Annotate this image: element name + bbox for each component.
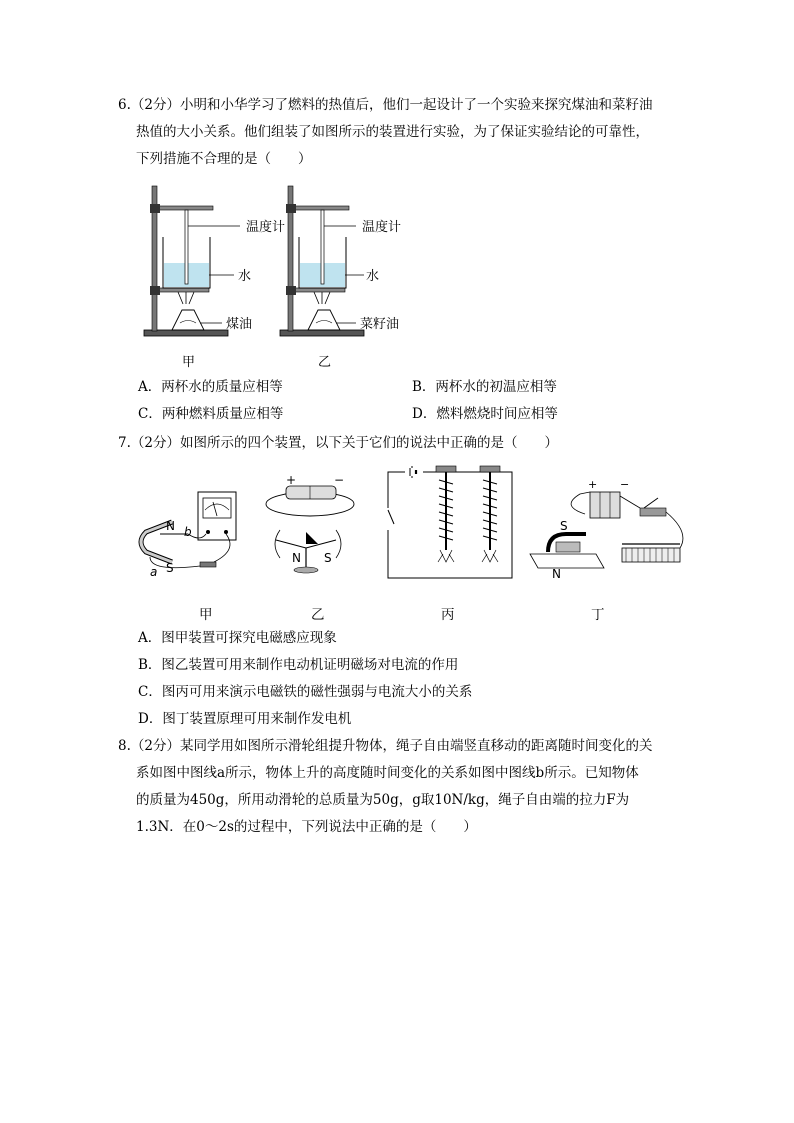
device-ding	[530, 478, 683, 581]
q6-option-b[interactable]: B．两杯水的初温应相等	[412, 379, 557, 395]
q8-line-1: 8.（2分）某同学用如图所示滑轮组提升物体，绳子自由端竖直移动的距离随时间变化的关	[118, 738, 653, 754]
q7-line-1: 7.（2分）如图所示的四个装置，以下关于它们的说法中正确的是（ ）	[118, 435, 558, 451]
q8-line-3: 的质量为450g，所用动滑轮的总质量为50g，g取10N/kg，绳子自由端的拉力F为	[136, 792, 630, 808]
water-label-yi: 水	[366, 269, 380, 284]
q8-line-2: 系如图中图线a所示，物体上升的高度随时间变化的关系如图中图线b所示。已知物体	[136, 765, 639, 781]
device-jia	[141, 492, 236, 579]
apparatus-yi	[280, 186, 401, 370]
question-6-stem	[118, 92, 678, 173]
q6-option-d[interactable]: D．燃料燃烧时间应相等	[412, 406, 558, 422]
yi-n-label: N	[292, 551, 301, 565]
yi-s-label: S	[324, 551, 332, 565]
device-bing	[383, 466, 512, 578]
q7-caption-ding: 丁	[591, 607, 605, 623]
yi-minus-label: −	[334, 473, 345, 487]
q6-option-a[interactable]: A．两杯水的质量应相等	[138, 379, 283, 395]
ding-plus-label: +	[588, 478, 598, 491]
q7-caption-yi: 乙	[311, 607, 325, 623]
q7-caption-bing: 丙	[441, 607, 455, 623]
question-7-stem	[118, 430, 678, 457]
ding-minus-label: −	[620, 478, 630, 491]
q7-option-c[interactable]: C．图丙可用来演示电磁铁的磁性强弱与电流大小的关系	[138, 684, 473, 700]
q6-option-c[interactable]: C．两种燃料质量应相等	[138, 406, 284, 422]
caption-yi: 乙	[318, 355, 332, 370]
q7-option-a[interactable]: A．图甲装置可探究电磁感应现象	[138, 630, 337, 646]
device-yi	[266, 473, 354, 573]
ding-s-label: S	[560, 519, 568, 533]
q7-option-d[interactable]: D．图丁装置原理可用来制作发电机	[138, 711, 352, 727]
q7-figure	[0, 462, 794, 602]
question-8-stem	[118, 733, 678, 841]
ding-n-label: N	[552, 567, 561, 581]
q6-line-3: 下列措施不合理的是（ ）	[136, 151, 312, 167]
thermometer-label-yi: 温度计	[362, 220, 402, 235]
fuel-label-jia: 煤油	[226, 317, 253, 332]
fuel-label-yi: 菜籽油	[360, 317, 400, 332]
thermometer-label-jia: 温度计	[246, 220, 286, 235]
jia-s-label: S	[166, 561, 174, 575]
yi-plus-label: +	[286, 473, 297, 487]
jia-n-label: N	[166, 519, 175, 533]
q6-line-1: 6.（2分）小明和小华学习了燃料的热值后，他们一起设计了一个实验来探究煤油和菜籽油	[118, 97, 653, 113]
water-label-jia: 水	[238, 269, 252, 284]
q7-caption-jia: 甲	[199, 607, 213, 623]
q8-line-4: 1.3N．在0～2s的过程中，下列说法中正确的是（ ）	[136, 819, 477, 835]
q6-line-2: 热值的大小关系。他们组装了如图所示的装置进行实验，为了保证实验结论的可靠性，	[136, 124, 649, 140]
q7-option-b[interactable]: B．图乙装置可用来制作电动机证明磁场对电流的作用	[138, 657, 459, 673]
caption-jia: 甲	[182, 355, 196, 370]
q6-figure	[0, 178, 794, 378]
jia-a-label: a	[150, 565, 158, 579]
jia-b-label: b	[184, 525, 192, 539]
apparatus-jia	[144, 186, 285, 370]
